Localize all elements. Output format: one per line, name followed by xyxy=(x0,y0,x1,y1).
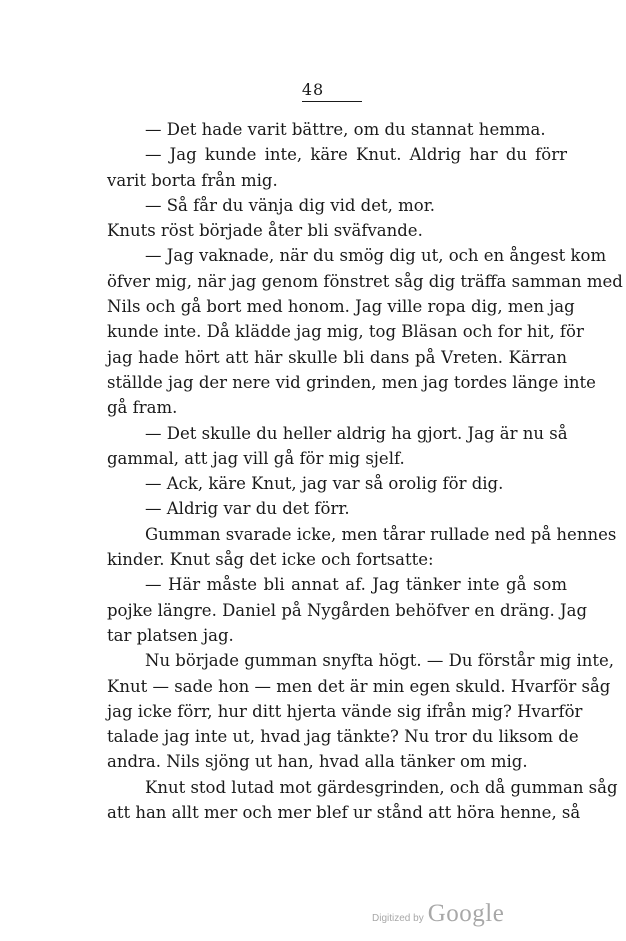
text-line: — Jag kunde inte, käre Knut. Aldrig har du förr xyxy=(145,145,567,165)
text-line: Nils och gå bort med honom. Jag ville ropa dig, men jag xyxy=(107,297,575,317)
text-line: Knut — sade hon — men det är min egen skuld. Hvarför såg xyxy=(107,676,611,696)
text-line: kunde inte. Då klädde jag mig, tog Bläsan och for hit, för xyxy=(107,322,584,342)
text-line: — Jag vaknade, när du smög dig ut, och en ångest kom xyxy=(145,246,607,266)
watermark-prefix: Digitized by xyxy=(372,913,424,924)
text-line: jag icke förr, hur ditt hjerta vände sig ifrån mig? Hvarför xyxy=(107,701,583,721)
text-line: öfver mig, när jag genom fönstret såg dig träffa samman med xyxy=(107,271,623,291)
text-line: Gumman svarade icke, men tårar rullade ned på hennes xyxy=(145,524,617,544)
text-line: — Ack, käre Knut, jag var så orolig för dig. xyxy=(145,474,504,494)
text-line: gammal, att jag vill gå för mig sjelf. xyxy=(107,448,405,468)
text-body xyxy=(107,117,623,825)
text-line: — Aldrig var du det förr. xyxy=(145,499,350,519)
text-line: Knut stod lutad mot gärdesgrinden, och då gumman såg xyxy=(145,777,618,797)
text-line: jag hade hört att här skulle bli dans på Vreten. Kärran xyxy=(107,347,567,367)
text-line: talade jag inte ut, hvad jag tänkte? Nu tror du liksom de xyxy=(107,727,579,747)
text-line: — Här måste bli annat af. Jag tänker inte gå som xyxy=(145,575,567,595)
text-line: tar platsen jag. xyxy=(107,625,234,645)
text-line: — Det skulle du heller aldrig ha gjort. Jag är nu så xyxy=(145,423,568,443)
text-line: Nu började gumman snyfta högt. — Du förstår mig inte, xyxy=(145,651,615,671)
text-line: — Så får du vänja dig vid det, mor. xyxy=(145,195,436,215)
text-line: gå fram. xyxy=(107,398,178,418)
text-line: pojke längre. Daniel på Nygården behöfver en dräng. Jag xyxy=(107,600,588,620)
text-line: kinder. Knut såg det icke och fortsatte: xyxy=(107,550,434,570)
text-line: — Det hade varit bättre, om du stannat hemma. xyxy=(145,120,546,139)
watermark-brand: Google xyxy=(427,900,505,927)
page-number-rule xyxy=(302,101,362,102)
text-line: ställde jag der nere vid grinden, men jag tordes länge inte xyxy=(107,372,596,392)
digitized-by-google-watermark xyxy=(372,900,504,928)
text-line: Knuts röst började åter bli sväfvande. xyxy=(107,221,423,241)
page-number: 48 xyxy=(301,80,325,99)
text-line: andra. Nils sjöng ut han, hvad alla tänker om mig. xyxy=(107,752,528,772)
text-line: varit borta från mig. xyxy=(107,170,278,190)
text-line: att han allt mer och mer blef ur stånd att höra henne, så xyxy=(107,803,581,823)
